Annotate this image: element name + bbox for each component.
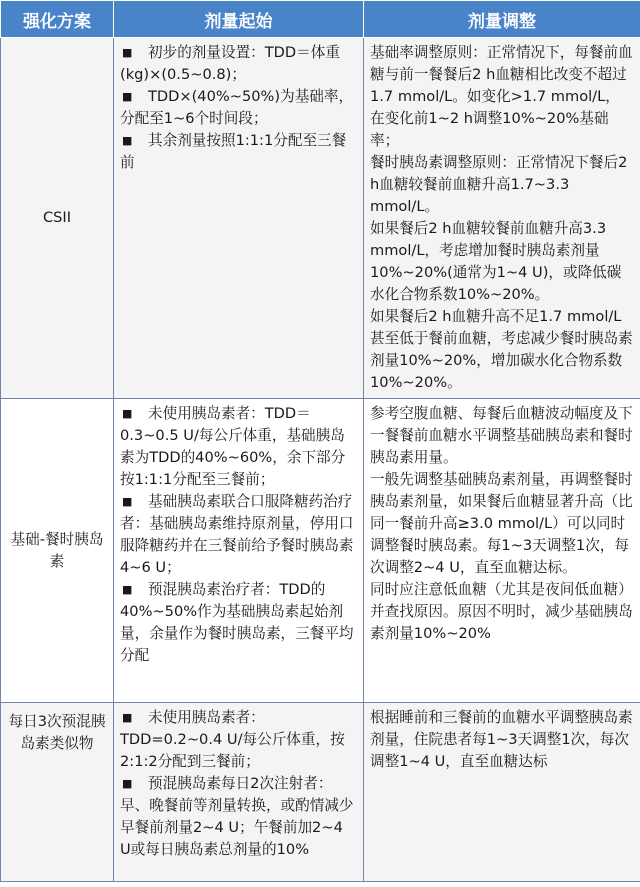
adjust-paragraph: 如果餐后2 h血糖较餐前血糖升高3.3 mmol/L，考虑增加餐时胰岛素剂量10%~20%(通常为1~4 U)，或降低碳水化合物系数10%~20%。 <box>370 220 622 303</box>
dose-start-cell <box>114 38 364 399</box>
scheme-cell: 每日3次预混胰岛素类似物 <box>1 703 114 882</box>
bullet-item: ■ TDD×(40%~50%)为基础率，分配至1~6个时间段； <box>120 88 354 127</box>
dose-adjust-cell <box>364 703 640 882</box>
square-bullet-icon: ■ <box>122 495 133 508</box>
bullet-item: ■ 预混胰岛素治疗者：TDD的40%~50%作为基础胰岛素起始剂量，余量作为餐时胰岛素，三餐平均分配 <box>120 581 354 664</box>
adjust-paragraph: 根据睡前和三餐前的血糖水平调整胰岛素剂量，住院患者每1~3天调整1次，每次调整1~4 U，直至血糖达标 <box>370 709 633 770</box>
adjust-paragraph: 参考空腹血糖、每餐后血糖波动幅度及下一餐餐前血糖水平调整基础胰岛素和餐时胰岛素用量。 <box>370 405 633 466</box>
square-bullet-icon: ■ <box>122 583 133 596</box>
table-row-csii <box>1 38 640 399</box>
scheme-cell: CSII <box>1 38 114 399</box>
dose-adjust-cell <box>364 38 640 399</box>
adjust-paragraph: 同时应注意低血糖（尤其是夜间低血糖）并查找原因。原因不明时，减少基础胰岛素剂量10%~20% <box>370 581 633 642</box>
square-bullet-icon: ■ <box>122 711 133 724</box>
scheme-cell: 基础-餐时胰岛素 <box>1 399 114 703</box>
bullet-item: ■ 预混胰岛素每日2次注射者：早、晚餐前等剂量转换，或酌情减少早餐前剂量2~4 U；午餐前加2~4 U或每日胰岛素总剂量的10% <box>120 775 354 858</box>
square-bullet-icon: ■ <box>122 46 133 59</box>
adjust-paragraph: 餐时胰岛素调整原则：正常情况下餐后2 h血糖较餐前血糖升高1.7~3.3 mmol/L。 <box>370 154 628 215</box>
adjust-paragraph: 如果餐后2 h血糖升高不足1.7 mmol/L甚至低于餐前血糖，考虑减少餐时胰岛素剂量10%~20%，增加碳水化合物系数10%~20%。 <box>370 308 633 391</box>
header-dose-adjust: 剂量调整 <box>364 1 640 38</box>
square-bullet-icon: ■ <box>122 134 133 147</box>
adjust-paragraph: 基础率调整原则：正常情况下，每餐前血糖与前一餐餐后2 h血糖相比改变不超过1.7 mmol/L。如变化>1.7 mmol/L，在变化前1~2 h调整10%~20%基础率； <box>370 44 633 149</box>
bullet-item: ■ 初步的剂量设置：TDD＝体重(kg)×(0.5~0.8)； <box>120 44 340 83</box>
bullet-item: ■ 基础胰岛素联合口服降糖药治疗者：基础胰岛素维持原剂量，停用口服降糖药并在三餐前给予餐时胰岛素4~6 U； <box>120 493 354 576</box>
dose-start-cell <box>114 703 364 882</box>
dose-start-cell <box>114 399 364 703</box>
square-bullet-icon: ■ <box>122 777 133 790</box>
square-bullet-icon: ■ <box>122 407 133 420</box>
bullet-item: ■ 未使用胰岛素者：TDD＝0.3~0.5 U/每公斤体重，基础胰岛素为TDD的40%~60%，余下部分按1:1:1分配至三餐前； <box>120 405 346 488</box>
bullet-item: ■ 未使用胰岛素者：TDD=0.2~0.4 U/每公斤体重，按2:1:2分配到三餐前； <box>120 709 345 770</box>
square-bullet-icon: ■ <box>122 90 133 103</box>
header-scheme: 强化方案 <box>1 1 114 38</box>
header-dose-start: 剂量起始 <box>114 1 364 38</box>
header-row <box>1 1 640 38</box>
table-row-basal-bolus <box>1 399 640 703</box>
table-row-premixed <box>1 703 640 882</box>
dose-adjust-cell <box>364 399 640 703</box>
bullet-item: ■ 其余剂量按照1:1:1分配至三餐前 <box>120 132 347 171</box>
adjust-paragraph: 一般先调整基础胰岛素剂量，再调整餐时胰岛素剂量，如果餐后血糖显著升高（比同一餐前升高≥3.0 mmol/L）可以同时调整餐时胰岛素。每1~3天调整1次，每次调整2~4 U，直至血糖达标。 <box>370 471 633 576</box>
